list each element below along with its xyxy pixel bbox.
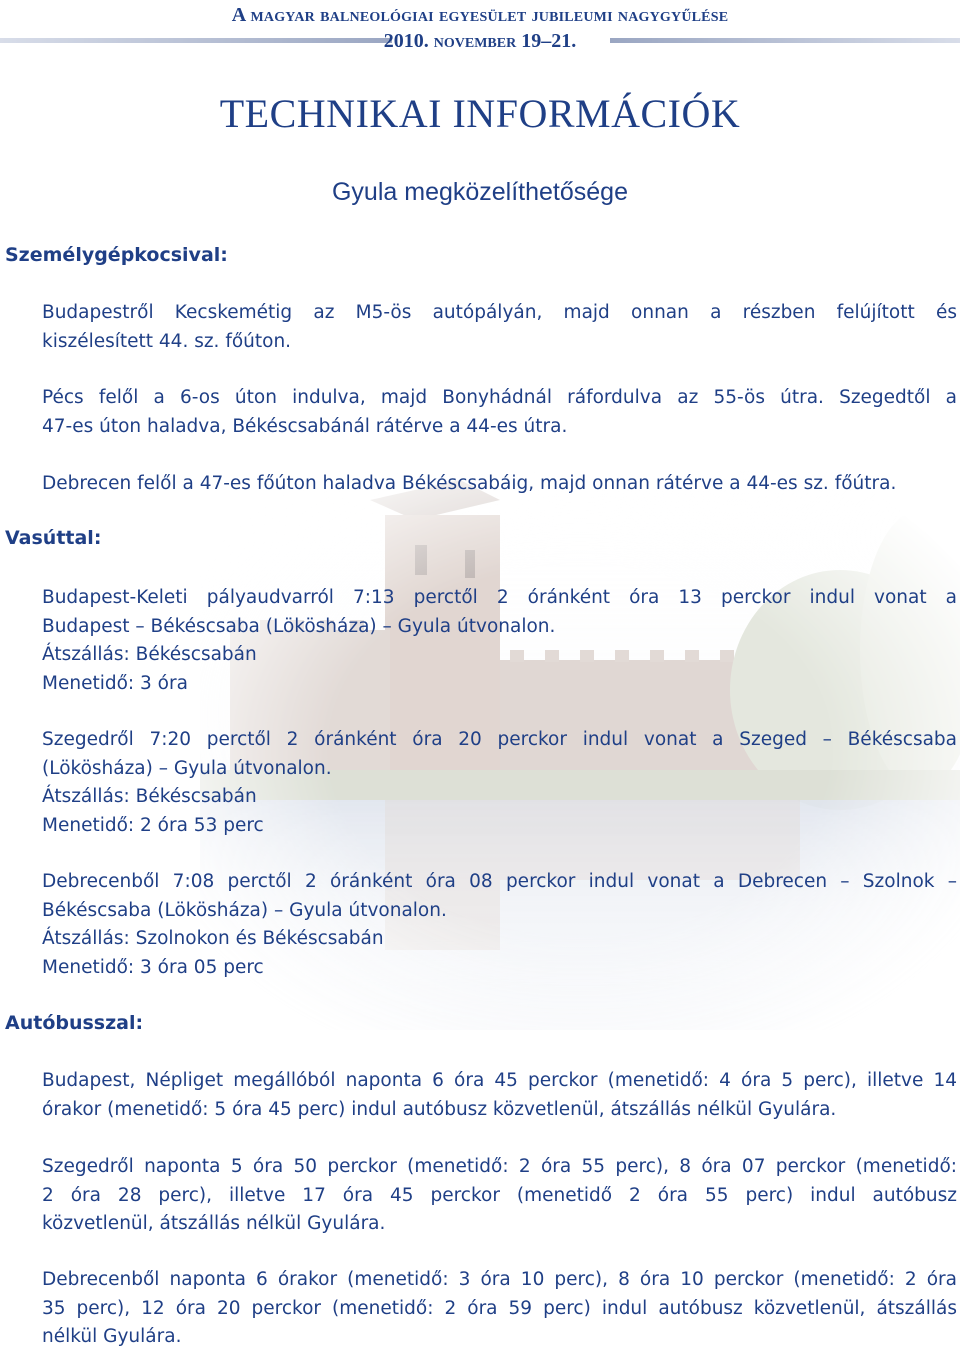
text-line: Budapestről Kecskemétig az M5-ös autópályán, majd onnan a részben felújított és (42, 302, 957, 323)
text-line: Pécs felől a 6-os úton indulva, majd Bonyhádnál ráfordulva az 55-ös útra. Szegedtől a (42, 387, 957, 408)
text-line: 35 perc), 12 óra 20 perckor (menetidő: 2 óra 59 perc) indul autóbusz közvetlenül, átszállás (42, 1297, 957, 1319)
rail-paragraph-debrecen (42, 868, 957, 982)
rail-paragraph-budapest (42, 584, 957, 698)
text-line: Békéscsaba (Lökösháza) – Gyula útvonalon. (42, 899, 447, 921)
car-paragraph-budapest (42, 299, 957, 356)
section-heading-car: Személygépkocsival: (5, 244, 228, 266)
text-line: Debrecenből naponta 6 órakor (menetidő: 3 óra 10 perc), 8 óra 10 perckor (menetidő: 2 óra (42, 1269, 957, 1290)
rail-paragraph-szeged (42, 726, 957, 840)
text-line: Menetidő: 3 óra 05 perc (42, 956, 264, 978)
text-line: Budapest-Keleti pályaudvarról 7:13 perctől 2 óránként óra 13 perckor indul vonat a (42, 587, 957, 608)
text-line: Debrecen felől a 47-es főúton haladva Békéscsabáig, majd onnan rátérve a 44-es sz. főútra. (42, 473, 897, 494)
header-rule-right (610, 38, 960, 43)
text-line: Szegedről naponta 5 óra 50 perckor (menetidő: 2 óra 55 perc), 8 óra 07 perckor (menetidő: (42, 1156, 957, 1177)
bus-paragraph-budapest (42, 1067, 957, 1124)
page-subtitle: Gyula megközelíthetősége (331, 178, 628, 206)
text-line: 2 óra 28 perc), illetve 17 óra 45 perckor (menetidő 2 óra 55 perc) indul autóbusz (42, 1184, 957, 1206)
text-line: 47-es úton haladva, Békéscsabánál rátérve a 44-es útra. (42, 415, 568, 437)
bus-paragraph-debrecen (42, 1266, 957, 1352)
event-header: A magyar balneológiai egyesület jubileumi nagygyűlése (231, 4, 729, 26)
event-date: 2010. november 19–21. (383, 30, 577, 52)
page-title: TECHNIKAI INFORMÁCIÓK (219, 91, 741, 136)
text-line: Átszállás: Békéscsabán (42, 644, 257, 665)
text-line: Debrecenből 7:08 perctől 2 óránként óra 08 perckor indul vonat a Debrecen – Szolnok – (42, 871, 957, 892)
text-line: Átszállás: Békéscsabán (42, 786, 257, 807)
text-line: Menetidő: 2 óra 53 perc (42, 814, 264, 836)
section-heading-bus: Autóbusszal: (5, 1012, 144, 1034)
car-paragraph-debrecen (42, 470, 957, 499)
car-paragraph-pecs (42, 384, 957, 441)
text-line: közvetlenül, átszállás nélkül Gyulára. (42, 1213, 386, 1234)
text-line: Átszállás: Szolnokon és Békéscsabán (42, 928, 384, 949)
bus-paragraph-szeged (42, 1153, 957, 1239)
section-heading-rail: Vasúttal: (5, 527, 102, 549)
text-line: órakor (menetidő: 5 óra 45 perc) indul autóbusz közvetlenül, átszállás nélkül Gyulára. (42, 1098, 837, 1120)
text-line: Budapest – Békéscsaba (Lökösháza) – Gyula útvonalon. (42, 615, 556, 637)
text-line: nélkül Gyulára. (42, 1326, 182, 1347)
text-line: (Lökösháza) – Gyula útvonalon. (42, 757, 332, 779)
text-line: Szegedről 7:20 perctől 2 óránként óra 20 perckor indul vonat a Szeged – Békéscsaba (42, 729, 957, 750)
text-line: Menetidő: 3 óra (42, 672, 188, 694)
text-line: kiszélesített 44. sz. főúton. (42, 330, 292, 352)
text-line: Budapest, Népliget megállóból naponta 6 óra 45 perckor (menetidő: 4 óra 5 perc), illetve 14 (42, 1070, 957, 1091)
